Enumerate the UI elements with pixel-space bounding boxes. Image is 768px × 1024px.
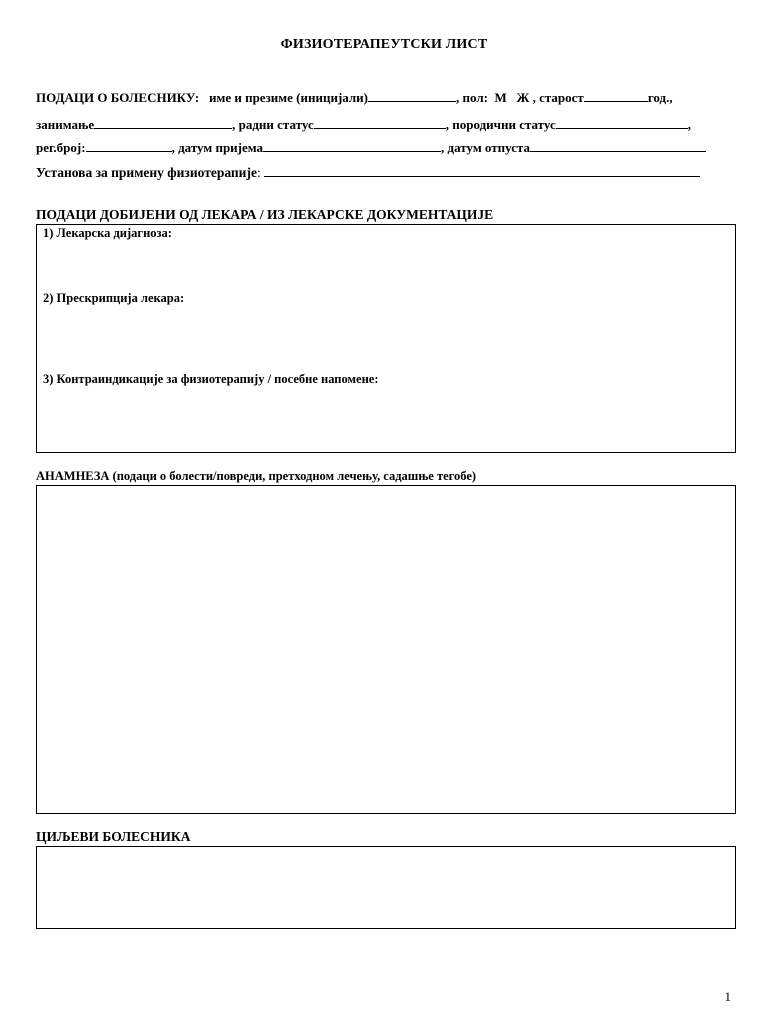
age-label: , старост: [532, 90, 584, 105]
goals-title: ЦИЉЕВИ БОЛЕСНИКА: [36, 829, 191, 844]
anamnesis-title: АНАМНЕЗА (подаци о болести/повреди, претходном лечењу, садашње тегобе): [36, 469, 477, 483]
age-field[interactable]: [584, 90, 648, 102]
patient-line-3: [36, 140, 706, 156]
patient-line-2: [36, 117, 691, 133]
discharge-date-field[interactable]: [530, 140, 706, 152]
occupation-field[interactable]: [94, 117, 232, 129]
patient-section-label: ПОДАЦИ О БОЛЕСНИКУ:: [36, 90, 200, 105]
doctor-section-box[interactable]: [36, 224, 736, 453]
trailing-comma: ,: [687, 117, 692, 132]
doctor-section-title: ПОДАЦИ ДОБИЈЕНИ ОД ЛЕКАРА / ИЗ ЛЕКАРСКЕ ДОКУМЕНТАЦИЈЕ: [36, 207, 494, 222]
admission-date-label: , датум пријема: [171, 140, 264, 155]
work-status-field[interactable]: [314, 117, 446, 129]
name-label: име и презиме (иницијали): [208, 90, 369, 105]
reg-number-label: рег.број:: [36, 140, 86, 155]
goals-box[interactable]: [36, 846, 736, 929]
work-status-label: , радни статус: [232, 117, 314, 132]
occupation-label: занимање: [36, 117, 95, 132]
family-status-field[interactable]: [556, 117, 688, 129]
contraindications-label: 3) Контраиндикације за физиотерапију / посебне напомене:: [43, 372, 379, 386]
family-status-label: , породични статус: [445, 117, 556, 132]
page-title: ФИЗИОТЕРАПЕУТСКИ ЛИСТ: [280, 37, 488, 52]
institution-colon: :: [256, 165, 261, 180]
institution-field[interactable]: [264, 165, 700, 177]
discharge-date-label: , датум отпуста: [441, 140, 531, 155]
sex-option-f[interactable]: Ж: [516, 90, 530, 105]
patient-line-1: [36, 90, 673, 106]
name-field[interactable]: [368, 90, 456, 102]
institution-label: Установа за примену физиотерапије: [36, 165, 257, 180]
sex-label: , пол:: [456, 90, 488, 105]
patient-line-4: [36, 165, 700, 181]
anamnesis-box[interactable]: [36, 485, 736, 814]
reg-number-field[interactable]: [86, 140, 172, 152]
prescription-label: 2) Прескрипција лекара:: [43, 291, 185, 305]
page-number: 1: [724, 989, 731, 1004]
sex-option-m[interactable]: М: [494, 90, 507, 105]
age-unit: год.,: [647, 90, 673, 105]
diagnosis-label: 1) Лекарска дијагноза:: [43, 226, 172, 240]
admission-date-field[interactable]: [263, 140, 441, 152]
